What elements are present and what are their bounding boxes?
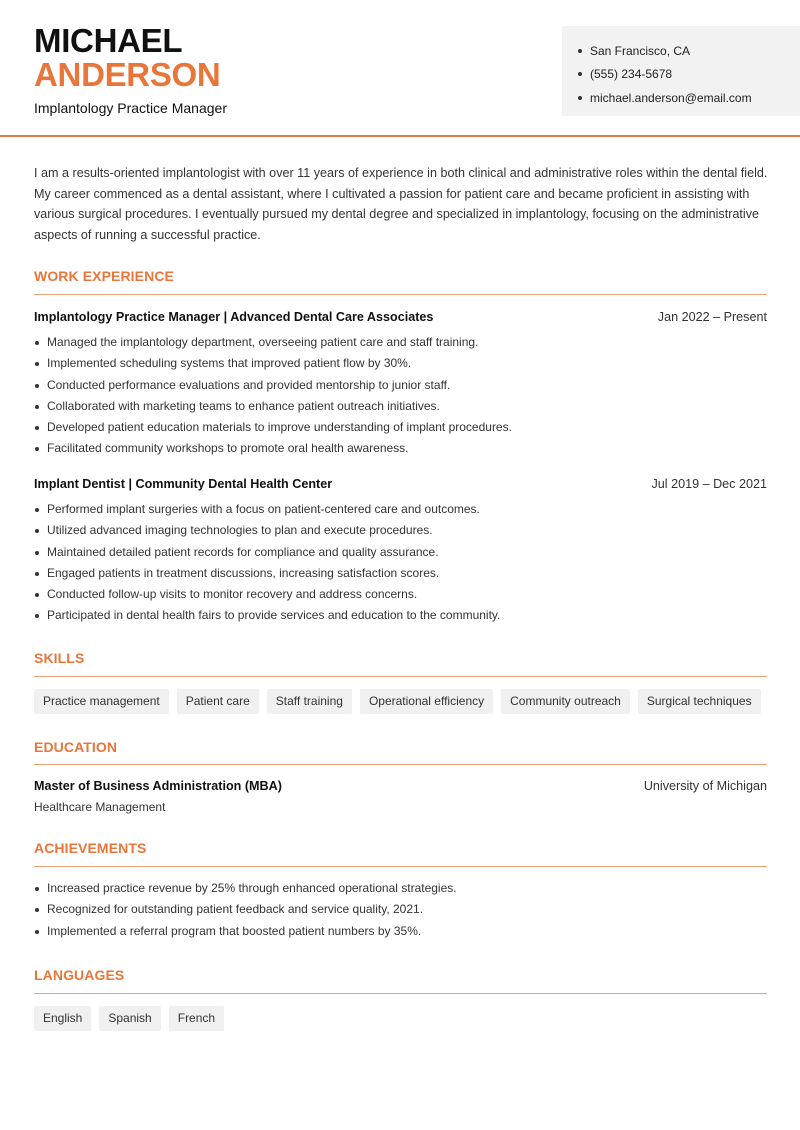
job-role: Implantology Practice Manager | Advanced Dental Care Associates [34,310,434,324]
bullet-icon [578,96,582,100]
list-item: Performed implant surgeries with a focus on patient-centered care and outcomes. [34,499,767,520]
section-divider [34,294,767,295]
job-dates: Jul 2019 – Dec 2021 [651,477,767,491]
list-item: Implemented scheduling systems that improved patient flow by 30%. [34,353,767,374]
field-of-study: Healthcare Management [34,800,166,814]
bullet-icon [578,72,582,76]
list-item: Recognized for outstanding patient feedback and service quality, 2021. [34,899,767,920]
list-item: Conducted performance evaluations and provided mentorship to junior staff. [34,375,767,396]
skill-tag: Community outreach [501,689,630,714]
skills-tags [34,689,761,714]
achievement-bullets [34,878,767,942]
resume-header [0,0,800,137]
school-name: University of Michigan [643,779,767,793]
list-item: Participated in dental health fairs to provide services and education to the community. [34,605,767,626]
list-item: Conducted follow-up visits to monitor recovery and address concerns. [34,584,767,605]
candidate-name [34,24,220,92]
section-divider [34,676,767,677]
list-item: Maintained detailed patient records for compliance and quality assurance. [34,542,767,563]
list-item: Managed the implantology department, overseeing patient care and staff training. [34,332,767,353]
location-text: San Francisco, CA [590,43,691,58]
language-tags [34,1006,224,1031]
section-title-skills: SKILLS [34,650,85,666]
summary-paragraph: I am a results-oriented implantologist with over 11 years of experience in both clinical and administrative roles within the dental field. My career commenced as a dental assistant, where I cultivated a passion for patient care and became proficient in assisting with various surgical procedures. I eventually pursued my dental degree and specialized in implantology, focusing on the administrative aspects of running a successful practice. [34,166,768,242]
job-title: Implantology Practice Manager [34,100,227,116]
skill-tag: Practice management [34,689,169,714]
contact-phone [578,63,800,87]
job-bullets [34,499,767,627]
section-divider [34,866,767,867]
job-role: Implant Dentist | Community Dental Health Center [34,477,333,491]
contact-location [578,39,800,63]
last-name: ANDERSON [34,56,221,93]
list-item: Collaborated with marketing teams to enhance patient outreach initiatives. [34,396,767,417]
skill-tag: Surgical techniques [638,689,761,714]
section-title-achievements: ACHIEVEMENTS [34,840,147,856]
contact-box [562,26,800,116]
list-item: Developed patient education materials to improve understanding of implant procedures. [34,417,767,438]
degree-name: Master of Business Administration (MBA) [34,779,282,793]
first-name: MICHAEL [34,22,183,59]
language-tag: English [34,1006,91,1031]
bullet-icon [578,49,582,53]
section-title-education: EDUCATION [34,739,118,755]
language-tag: Spanish [99,1006,160,1031]
job-dates: Jan 2022 – Present [657,310,767,324]
section-divider [34,993,767,994]
list-item: Facilitated community workshops to promote oral health awareness. [34,438,767,459]
list-item: Increased practice revenue by 25% through enhanced operational strategies. [34,878,767,899]
job-header [34,477,767,491]
list-item: Engaged patients in treatment discussions, increasing satisfaction scores. [34,563,767,584]
skill-tag: Operational efficiency [360,689,493,714]
section-divider [34,764,767,765]
list-item: Implemented a referral program that boosted patient numbers by 35%. [34,921,767,942]
list-item: Utilized advanced imaging technologies to plan and execute procedures. [34,520,767,541]
skill-tag: Patient care [177,689,259,714]
education-header [34,779,767,793]
language-tag: French [169,1006,224,1031]
contact-email [578,86,800,110]
section-title-work: WORK EXPERIENCE [34,268,174,284]
email-text: michael.anderson@email.com [590,90,752,105]
phone-text: (555) 234-5678 [590,67,673,82]
section-title-languages: LANGUAGES [34,967,125,983]
job-bullets [34,332,767,460]
job-header [34,310,767,324]
skill-tag: Staff training [267,689,352,714]
